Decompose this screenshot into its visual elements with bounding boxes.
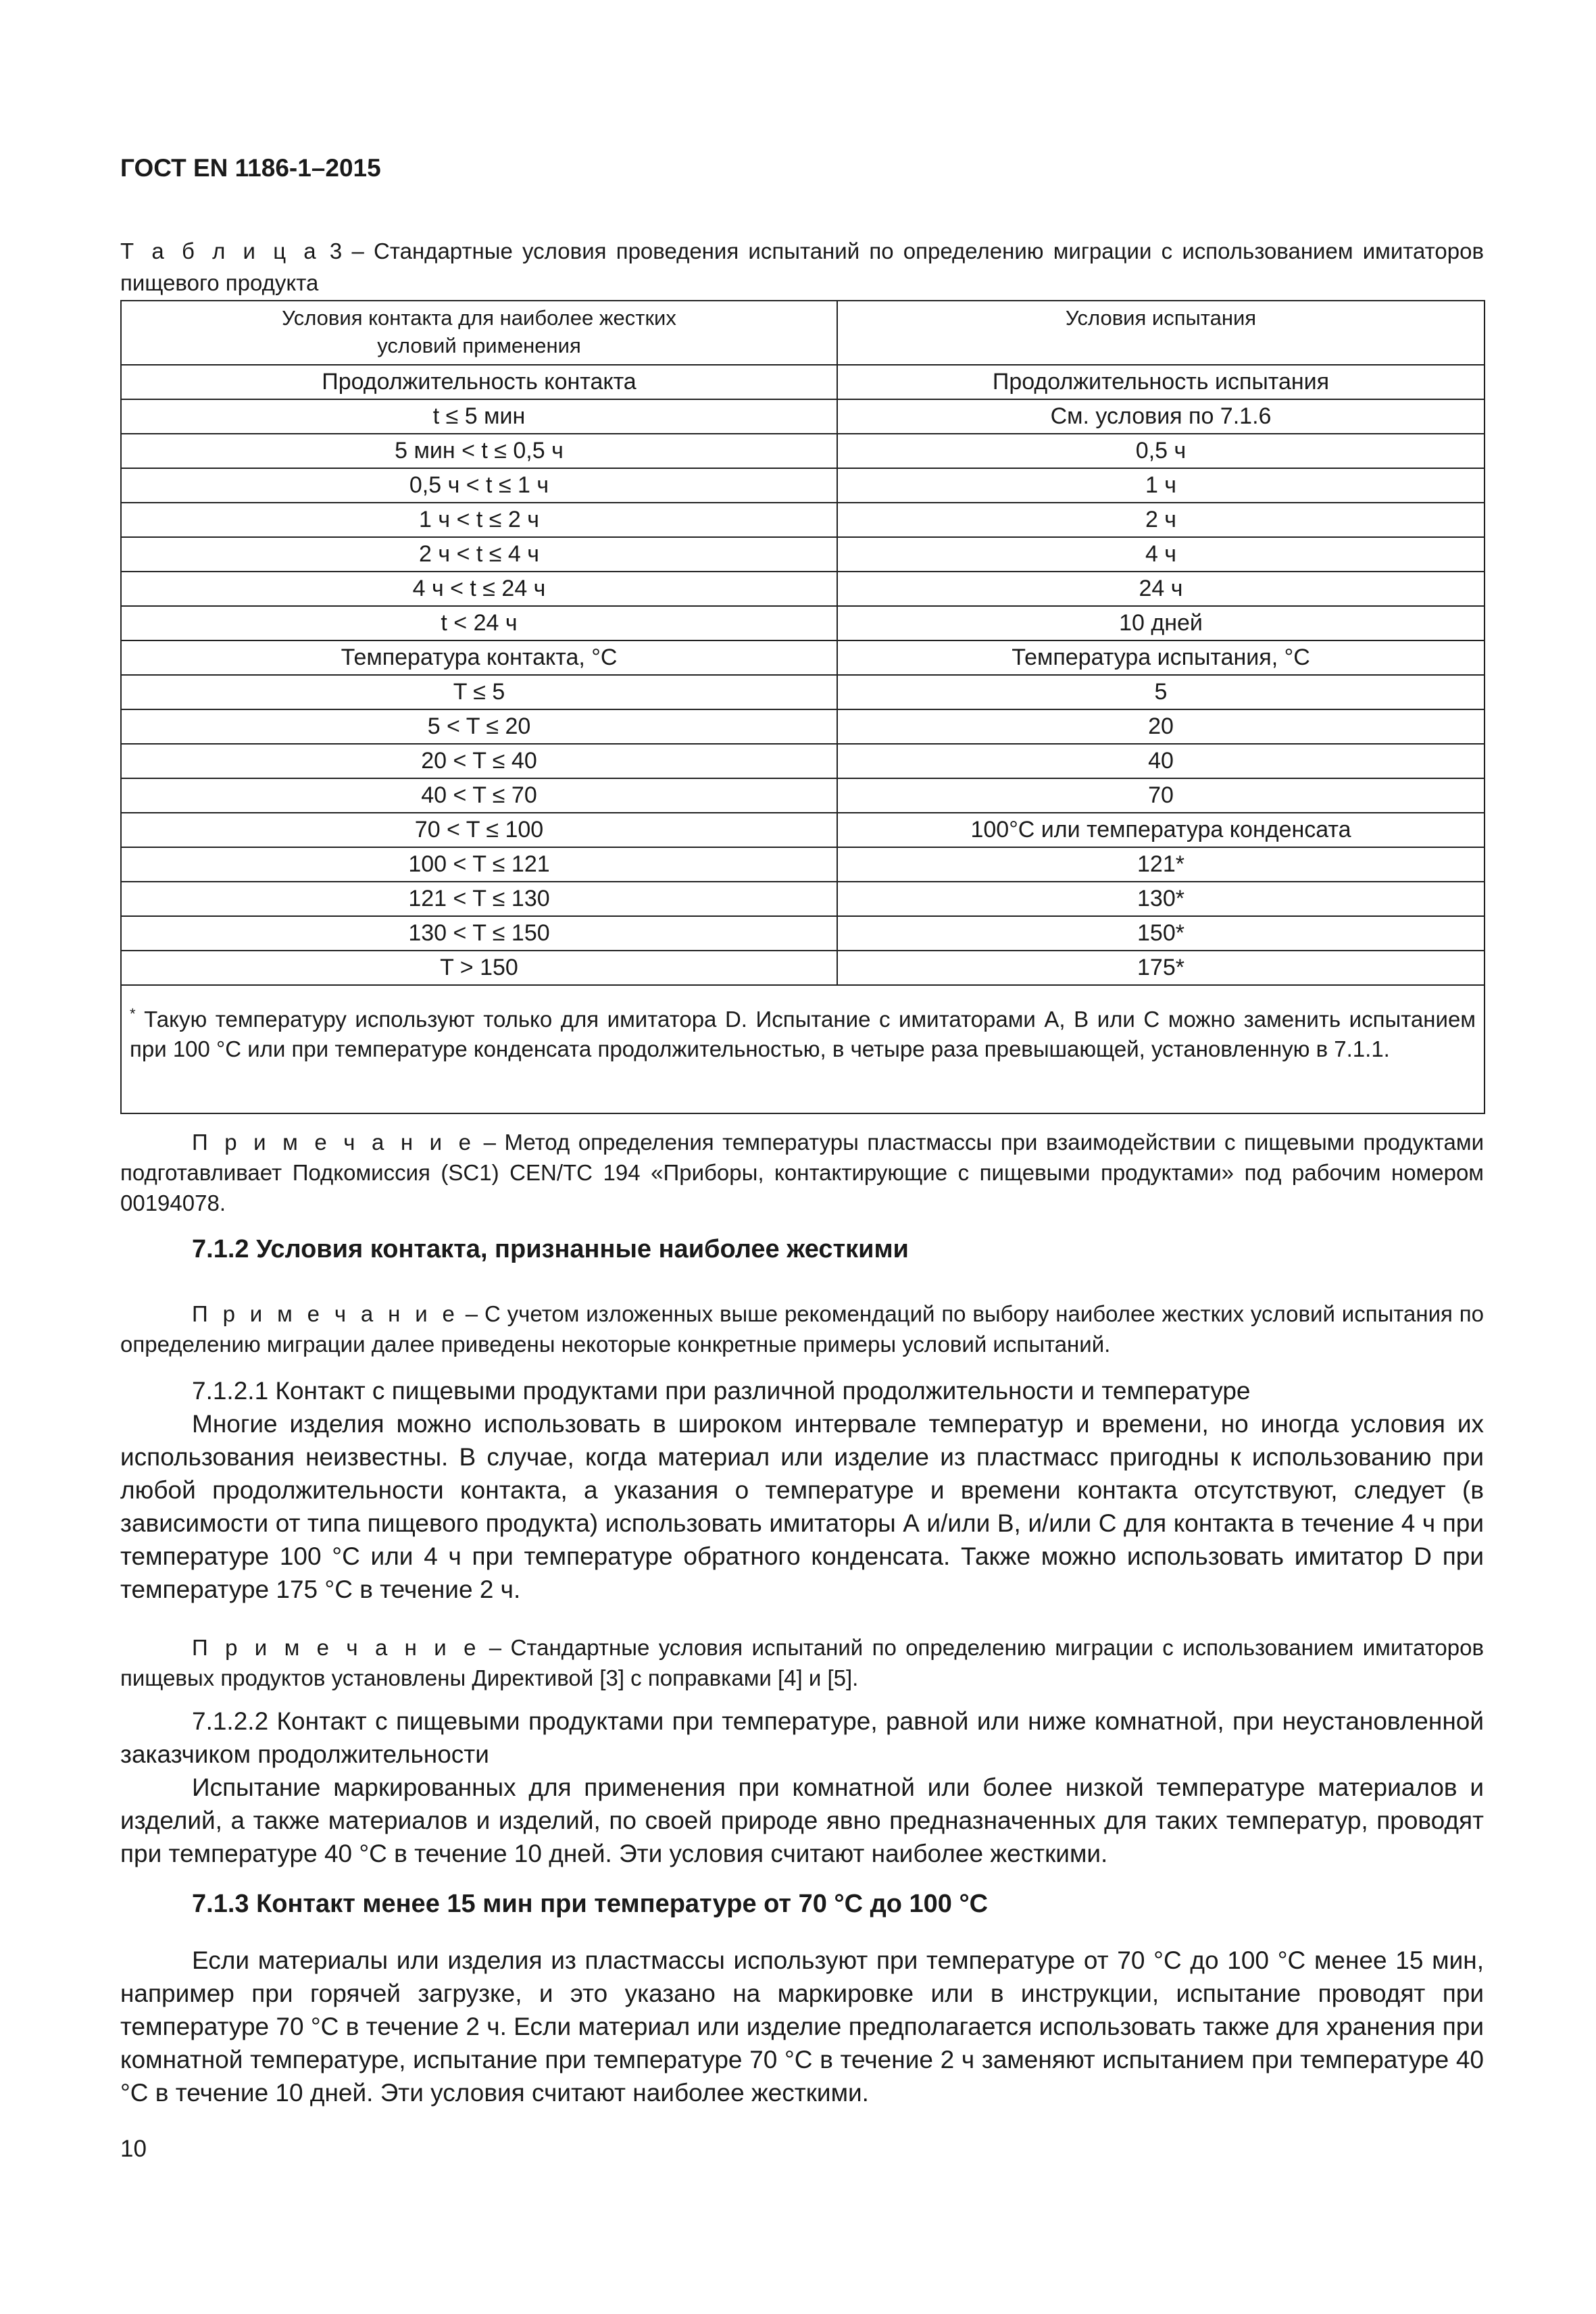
- table-cell-test: 130*: [837, 882, 1485, 916]
- table-row: [121, 468, 1485, 503]
- table-cell-test: 20: [837, 709, 1485, 744]
- table-cell-test: 70: [837, 778, 1485, 813]
- note-text: – Метод определения температуры пластмассы при взаимодействии с пищевыми продуктами подготавливает Подкомиссия (SC1) CEN/TC 194 «Приборы, контактирующие с пищевыми продуктами» под рабочим номером 00194078.: [120, 1130, 1485, 1215]
- section-heading-7-1-3: 7.1.3 Контакт менее 15 мин при температуре от 70 °С до 100 °С: [192, 1890, 989, 1918]
- table-cell-test: 5: [837, 675, 1485, 709]
- note-3: [120, 1632, 1484, 1693]
- paragraph-7-1-2-1-body: Многие изделия можно использовать в широком интервале температур и времени, но иногда условия их использования неизвестны. В случае, когда материал или изделие из пластмасс пригодны к использованию при любой продолжительности контакта, а указания о температуре и времени контакта отсутствуют, следует (в зависимости от типа пищевого продукта) использовать имитаторы А и/или В, и/или С для контакта в течение 4 ч при температуре 100 °С или 4 ч при температуре обратного конденсата. Также можно использовать имитатор D при температуре 175 °С в течение 2 ч.: [120, 1410, 1484, 1603]
- conditions-table: [120, 300, 1485, 1114]
- table-row: [121, 813, 1485, 847]
- table-cell-test: 121*: [837, 847, 1485, 882]
- table-cell-test: 150*: [837, 916, 1485, 951]
- table-cell-contact: 1 ч < t ≤ 2 ч: [121, 503, 837, 537]
- table-row: [121, 572, 1485, 606]
- document-header: ГОСТ EN 1186-1–2015: [120, 154, 381, 182]
- note-label: П р и м е ч а н и е: [192, 1301, 459, 1326]
- table-cell-test: 4 ч: [837, 537, 1485, 572]
- table-header-test: Условия испытания: [837, 301, 1485, 365]
- table-row: [121, 365, 1485, 399]
- table-cell-test: 24 ч: [837, 572, 1485, 606]
- table-cell-contact: 40 < T ≤ 70: [121, 778, 837, 813]
- note-text: – С учетом изложенных выше рекомендаций по выбору наиболее жестких условий испытания по определению миграции далее приведены некоторые конкретные примеры условий испытаний.: [120, 1301, 1484, 1357]
- note-1: [120, 1127, 1484, 1218]
- table-cell-contact: 4 ч < t ≤ 24 ч: [121, 572, 837, 606]
- table-cell-contact: 5 мин < t ≤ 0,5 ч: [121, 434, 837, 468]
- table-caption-label: Т а б л и ц а: [120, 238, 320, 263]
- table-cell-contact: t ≤ 5 мин: [121, 399, 837, 434]
- table-row: [121, 709, 1485, 744]
- table-cell-test: См. условия по 7.1.6: [837, 399, 1485, 434]
- table-cell-contact: T ≤ 5: [121, 675, 837, 709]
- table-row: [121, 882, 1485, 916]
- table-row: [121, 399, 1485, 434]
- page-number: 10: [120, 2136, 147, 2162]
- paragraph-7-1-2-1-title: 7.1.2.1 Контакт с пищевыми продуктами при различной продолжительности и температуре: [192, 1377, 1251, 1405]
- table-cell-test: 175*: [837, 951, 1485, 985]
- table-row: [121, 675, 1485, 709]
- paragraph-7-1-3-body: Если материалы или изделия из пластмассы используют при температуре от 70 °С до 100 °С менее 15 мин, например при горячей загрузке, и это указано на маркировке или в инструкции, испытание проводят при температуре 70 °С в течение 2 ч. Если материал или изделие предполагается использовать также для хранения при комнатной температуре, испытание при температуре 70 °С в течение 2 ч заменяют испытанием при температуре 40 °С в течение 10 дней. Эти условия считают наиболее жесткими.: [120, 1946, 1484, 2107]
- table-cell-test: Температура испытания, °С: [837, 640, 1485, 675]
- table-cell-contact: T > 150: [121, 951, 837, 985]
- table-row: [121, 951, 1485, 985]
- note-label: П р и м е ч а н и е: [192, 1635, 480, 1660]
- footnote-mark: *: [130, 1005, 136, 1022]
- table-row: [121, 640, 1485, 675]
- footnote-text: Такую температуру используют только для имитатора D. Испытание с имитаторами А, В или С можно заменить испытанием при 100 °С или при температуре конденсата продолжительностью, в четыре раза превышающей, установленную в 7.1.1.: [130, 1007, 1476, 1061]
- table-cell-contact: 2 ч < t ≤ 4 ч: [121, 537, 837, 572]
- table-cell-test: 100°С или температура конденсата: [837, 813, 1485, 847]
- table-cell-contact: Температура контакта, °С: [121, 640, 837, 675]
- table-cell-test: Продолжительность испытания: [837, 365, 1485, 399]
- table-row: [121, 916, 1485, 951]
- table-caption-text: 3 – Стандартные условия проведения испытаний по определению миграции с использованием имитаторов пищевого продукта: [120, 238, 1484, 295]
- table-cell-contact: 5 < T ≤ 20: [121, 709, 837, 744]
- table-cell-contact: 70 < T ≤ 100: [121, 813, 837, 847]
- note-text: – Стандартные условия испытаний по определению миграции с использованием имитаторов пищевых продуктов установлены Директивой [3] с поправками [4] и [5].: [120, 1635, 1484, 1690]
- table-footnote: [121, 985, 1485, 1113]
- table-cell-contact: Продолжительность контакта: [121, 365, 837, 399]
- table-caption: [120, 235, 1484, 299]
- paragraph-7-1-2-2-title: 7.1.2.2 Контакт с пищевыми продуктами при температуре, равной или ниже комнатной, при неустановленной заказчиком продолжительности: [120, 1707, 1484, 1768]
- table-row: [121, 778, 1485, 813]
- table-row: [121, 434, 1485, 468]
- table-footnote-row: [121, 985, 1485, 1113]
- table-cell-contact: t < 24 ч: [121, 606, 837, 640]
- table-cell-test: 40: [837, 744, 1485, 778]
- table-row: [121, 537, 1485, 572]
- table-row: [121, 503, 1485, 537]
- table-cell-test: 0,5 ч: [837, 434, 1485, 468]
- table-cell-contact: 20 < T ≤ 40: [121, 744, 837, 778]
- table-cell-test: 1 ч: [837, 468, 1485, 503]
- section-heading-7-1-2: 7.1.2 Условия контакта, признанные наиболее жесткими: [192, 1235, 909, 1263]
- table-cell-contact: 100 < T ≤ 121: [121, 847, 837, 882]
- table-header-row: [121, 301, 1485, 365]
- table-header-contact: Условия контакта для наиболее жестких условий применения: [121, 301, 837, 365]
- note-2: [120, 1299, 1484, 1359]
- table-row: [121, 606, 1485, 640]
- table-cell-contact: 121 < T ≤ 130: [121, 882, 837, 916]
- paragraph-7-1-2-2-body: Испытание маркированных для применения при комнатной или более низкой температуре материалов и изделий, а также материалов и изделий, по своей природе явно предназначенных для таких температур, проводят при температуре 40 °С в течение 10 дней. Эти условия считают наиболее жесткими.: [120, 1774, 1484, 1867]
- note-label: П р и м е ч а н и е: [192, 1130, 476, 1155]
- table-cell-test: 2 ч: [837, 503, 1485, 537]
- table-row: [121, 847, 1485, 882]
- table-cell-contact: 0,5 ч < t ≤ 1 ч: [121, 468, 837, 503]
- table-cell-test: 10 дней: [837, 606, 1485, 640]
- table-cell-contact: 130 < T ≤ 150: [121, 916, 837, 951]
- table-row: [121, 744, 1485, 778]
